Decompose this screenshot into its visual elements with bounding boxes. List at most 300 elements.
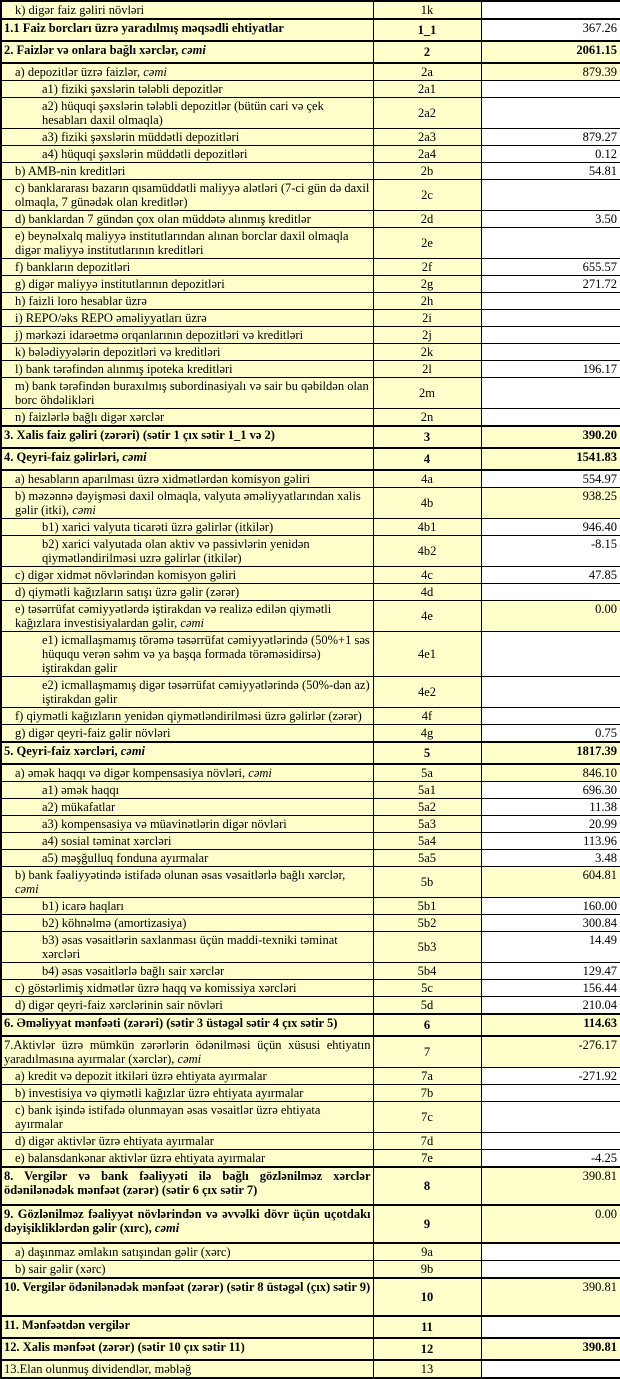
row-value-cell[interactable] xyxy=(481,293,620,310)
row-value-cell[interactable] xyxy=(481,81,620,98)
row-label-text: a4) sosial təminat xərcləri xyxy=(42,834,172,848)
row-label-text: 2. Faizlər və onlara bağlı xərclər, xyxy=(4,43,182,57)
row-label-cell xyxy=(1,764,373,782)
row-code-cell: 2c xyxy=(373,180,481,211)
row-value-cell[interactable] xyxy=(481,677,620,708)
row-code-cell: 2l xyxy=(373,361,481,378)
row-code-cell: 8 xyxy=(373,1167,481,1205)
table-row-2b xyxy=(1,163,620,180)
row-label-cell xyxy=(1,488,373,519)
table-row-6 xyxy=(1,1014,620,1036)
table-row-9b xyxy=(1,1261,620,1279)
row-label-cell xyxy=(1,1150,373,1168)
row-label-cell xyxy=(1,601,373,632)
row-label-text: e) beynəlxalq maliyyə institutlarından alınan borclar daxil olmaqla digər maliyyə institutlarının kreditləri xyxy=(15,229,349,257)
row-label-cell xyxy=(1,708,373,725)
table-row-5a4 xyxy=(1,833,620,850)
row-label-cell xyxy=(1,677,373,708)
row-label-cell xyxy=(1,1243,373,1261)
row-label-suffix: cəmi xyxy=(180,616,205,630)
row-label-cell xyxy=(1,799,373,816)
table-row-9a xyxy=(1,1243,620,1261)
row-code-cell: 4e2 xyxy=(373,677,481,708)
row-label-text: m) bank tərəfindən buraxılmış subordinasiyalı və sair bu qəbildən olan borc öhdəlikləri xyxy=(15,379,369,407)
table-row-7d xyxy=(1,1133,620,1150)
row-value-cell[interactable] xyxy=(481,632,620,677)
row-label-text: 13.Elan olunmuş dividendlər, məbləğ xyxy=(4,1362,192,1376)
table-row-7a xyxy=(1,1068,620,1085)
row-value-cell[interactable]: 0.00 xyxy=(481,601,620,632)
row-label-cell xyxy=(1,898,373,915)
row-code-cell: 2h xyxy=(373,293,481,310)
row-label-text: a3) fiziki şəxslərin müddətli depozitləri xyxy=(42,130,240,144)
row-label-text: a1) fiziki şəxslərin tələbli depozitlər xyxy=(42,82,223,96)
row-label-cell xyxy=(1,567,373,584)
row-value-cell[interactable] xyxy=(481,98,620,129)
row-value-cell[interactable]: 846.10 xyxy=(481,764,620,782)
row-value-cell[interactable]: 879.39 xyxy=(481,63,620,81)
row-label-cell xyxy=(1,867,373,898)
row-code-cell: 3 xyxy=(373,426,481,448)
row-code-cell: 2a2 xyxy=(373,98,481,129)
row-value-cell[interactable]: 14.49 xyxy=(481,932,620,963)
row-code-cell: 9a xyxy=(373,1243,481,1261)
table-row-2a3 xyxy=(1,129,620,146)
row-label-cell xyxy=(1,1205,373,1243)
table-row-2d xyxy=(1,211,620,228)
row-label-cell xyxy=(1,470,373,488)
table-row-4e1 xyxy=(1,632,620,677)
row-code-cell: 2m xyxy=(373,378,481,409)
row-value-cell[interactable]: 0.00 xyxy=(481,1205,620,1243)
table-row-9 xyxy=(1,1205,620,1243)
row-label-cell xyxy=(1,1261,373,1279)
row-code-cell: 5b xyxy=(373,867,481,898)
row-label-cell xyxy=(1,725,373,743)
row-value-cell[interactable] xyxy=(481,344,620,361)
row-label-text: b) bank fəaliyyətində istifadə olunan əsas vəsaitlərlə bağlı xərclər, xyxy=(15,868,346,882)
row-label-cell xyxy=(1,1068,373,1085)
table-row-7 xyxy=(1,1036,620,1068)
table-row-2k xyxy=(1,344,620,361)
row-code-cell: 2b xyxy=(373,163,481,180)
row-code-cell: 7c xyxy=(373,1102,481,1133)
row-value-cell[interactable] xyxy=(481,1316,620,1338)
row-label-cell xyxy=(1,409,373,427)
row-code-cell: 5 xyxy=(373,742,481,764)
row-value-cell[interactable] xyxy=(481,310,620,327)
row-label-text: b2) xarici valyutada olan aktiv və passivlərin yenidən qiymətləndirilməsi uzrə gəlirlər (itkilər) xyxy=(42,537,310,565)
table-row-5a1 xyxy=(1,782,620,799)
row-label-text: h) faizli loro hesablar üzrə xyxy=(15,294,147,308)
row-label-text: 1.1 Faiz borcları üzrə yaradılmış məqsədli ehtiyatlar xyxy=(4,21,284,35)
row-value-cell[interactable]: 390.81 xyxy=(481,1167,620,1205)
row-code-cell: 2i xyxy=(373,310,481,327)
table-row-5b2 xyxy=(1,915,620,932)
row-value-cell[interactable] xyxy=(481,1085,620,1102)
row-label-text: e) balansdankənar aktivlər üzrə ehtiyata ayırmalar xyxy=(15,1151,266,1165)
row-value-cell[interactable]: 0.12 xyxy=(481,146,620,163)
row-code-cell: 2 xyxy=(373,41,481,63)
row-label-cell xyxy=(1,584,373,601)
row-label-text: b) investisiya və qiymətli kağızlar üzrə ehtiyata ayırmalar xyxy=(15,1086,304,1100)
row-label-cell xyxy=(1,259,373,276)
row-value-cell[interactable]: 946.40 xyxy=(481,519,620,536)
row-code-cell: 11 xyxy=(373,1316,481,1338)
row-value-cell[interactable]: 129.47 xyxy=(481,963,620,980)
row-label-cell xyxy=(1,344,373,361)
table-row-8 xyxy=(1,1167,620,1205)
row-label-cell xyxy=(1,146,373,163)
row-label-cell xyxy=(1,632,373,677)
row-label-text: a) hesabların aparılması üzrə xidmətlərdən komisyon gəliri xyxy=(15,472,311,486)
row-label-cell xyxy=(1,932,373,963)
row-label-text: l) bank tərəfindən alınmış ipoteka kreditləri xyxy=(15,362,233,376)
row-label-text: k) bələdiyyələrin depozitləri və kreditləri xyxy=(15,345,221,359)
row-label-suffix: cəmi xyxy=(154,1221,180,1235)
row-value-cell[interactable] xyxy=(481,584,620,601)
row-label-text: b) sair gəlir (xərc) xyxy=(15,1262,106,1276)
row-label-cell xyxy=(1,1014,373,1036)
table-row-4c xyxy=(1,567,620,584)
row-value-cell[interactable]: 0.75 xyxy=(481,725,620,743)
table-row-2a2 xyxy=(1,98,620,129)
row-code-cell: 2a xyxy=(373,63,481,81)
row-label-text: a) əmək haqqı və digər kompensasiya növləri, xyxy=(15,766,249,780)
row-label-cell xyxy=(1,997,373,1015)
row-code-cell: 2d xyxy=(373,211,481,228)
row-label-cell xyxy=(1,1360,373,1378)
row-value-cell[interactable]: 271.72 xyxy=(481,276,620,293)
table-row-7e xyxy=(1,1150,620,1168)
table-row-2a4 xyxy=(1,146,620,163)
table-row-5a2 xyxy=(1,799,620,816)
table-row-4f xyxy=(1,708,620,725)
row-value-cell[interactable]: 1817.39 xyxy=(481,742,620,764)
row-code-cell: 9b xyxy=(373,1261,481,1279)
row-value-cell[interactable] xyxy=(481,1360,620,1378)
row-code-cell: 2j xyxy=(373,327,481,344)
row-label-cell xyxy=(1,1167,373,1205)
row-value-cell[interactable] xyxy=(481,327,620,344)
row-label-cell xyxy=(1,816,373,833)
row-value-cell[interactable]: -276.17 xyxy=(481,1036,620,1068)
table-row-4b1 xyxy=(1,519,620,536)
row-code-cell: 7d xyxy=(373,1133,481,1150)
row-value-cell[interactable] xyxy=(481,409,620,427)
row-label-text: 11. Mənfəətdən vergilər xyxy=(4,1318,130,1332)
row-label-text: 7.Aktivlər üzrə mümkün zərərlərin ödənilməsi üçün xüsusi ehtiyatın yaradılmasına ayırmalar (xərclər), xyxy=(4,1038,371,1066)
table-row-13 xyxy=(1,1360,620,1378)
row-label-cell xyxy=(1,782,373,799)
row-label-text: c) göstərlimiş xidmətlər üzrə haqq və komissiya xərcləri xyxy=(15,981,297,995)
row-code-cell: 7 xyxy=(373,1036,481,1068)
row-code-cell: 13 xyxy=(373,1360,481,1378)
row-label-cell xyxy=(1,915,373,932)
row-label-cell xyxy=(1,519,373,536)
table-row-1k xyxy=(1,1,620,19)
table-row-4e xyxy=(1,601,620,632)
row-code-cell: 4c xyxy=(373,567,481,584)
row-value-cell[interactable] xyxy=(481,180,620,211)
row-code-cell: 4b1 xyxy=(373,519,481,536)
row-label-cell xyxy=(1,180,373,211)
row-code-cell: 5a5 xyxy=(373,850,481,867)
row-code-cell: 6 xyxy=(373,1014,481,1036)
table-row-4b2 xyxy=(1,536,620,567)
row-code-cell: 7b xyxy=(373,1085,481,1102)
table-row-5a xyxy=(1,764,620,782)
row-label-text: a5) məşğulluq fonduna ayırmalar xyxy=(42,851,209,865)
row-label-cell xyxy=(1,63,373,81)
row-value-cell[interactable]: 54.81 xyxy=(481,163,620,180)
row-label-cell xyxy=(1,1316,373,1338)
row-label-text: i) REPO/əks REPO əməliyyatları üzrə xyxy=(15,311,207,325)
row-value-cell[interactable] xyxy=(481,378,620,409)
row-label-text: 3. Xalis faiz gəliri (zərəri) (sətir 1 çıx sətir 1_1 və 2) xyxy=(4,428,275,442)
table-row-5b3 xyxy=(1,932,620,963)
row-label-text: 12. Xalis mənfəət (zərər) (sətir 10 çıx sətir 11) xyxy=(4,1340,245,1354)
row-label-suffix: cəmi xyxy=(72,503,96,517)
table-row-3 xyxy=(1,426,620,448)
row-label-text: b2) köhnəlmə (amortizasiya) xyxy=(42,916,187,930)
row-value-cell[interactable]: 390.20 xyxy=(481,426,620,448)
row-code-cell: 7e xyxy=(373,1150,481,1168)
row-label-text: d) qiymətli kağızların satışı üzrə gəlir (zərər) xyxy=(15,585,240,599)
row-value-cell[interactable] xyxy=(481,1261,620,1279)
row-value-cell[interactable]: 2061.15 xyxy=(481,41,620,63)
row-code-cell: 5a4 xyxy=(373,833,481,850)
row-code-cell: 4b xyxy=(373,488,481,519)
row-label-text: e1) icmallaşmamış törəmə təsərrüfat cəmiyyətlərində (50%+1 səs hüququ verən səhm və ya başqa formada törəməsidirsə) iştirakdan gəlir xyxy=(42,633,370,675)
table-row-2m xyxy=(1,378,620,409)
row-code-cell: 5a3 xyxy=(373,816,481,833)
row-label-text: c) digər xidmət növlərindən komisyon gəliri xyxy=(15,568,237,582)
row-label-text: b1) icarə haqları xyxy=(42,899,124,913)
table-row-12 xyxy=(1,1338,620,1360)
row-label-cell xyxy=(1,293,373,310)
row-label-text: f) qiymətli kağızların yenidən qiymətləndirilməsi üzrə gəlirlər (zərər) xyxy=(15,709,362,723)
row-label-cell xyxy=(1,378,373,409)
row-value-cell[interactable]: 604.81 xyxy=(481,867,620,898)
table-row-2h xyxy=(1,293,620,310)
row-value-cell[interactable]: 114.63 xyxy=(481,1014,620,1036)
table-row-4 xyxy=(1,448,620,470)
row-value-cell[interactable]: 156.44 xyxy=(481,980,620,997)
table-row-11 xyxy=(1,1316,620,1338)
row-value-cell[interactable] xyxy=(481,228,620,259)
row-value-cell[interactable]: 113.96 xyxy=(481,833,620,850)
row-label-text: g) digər maliyyə institutlarının depozitləri xyxy=(15,277,225,291)
row-label-text: c) bank işində istifadə olunmayan əsas vəsaitlər üzrə ehtiyata ayırmalar xyxy=(15,1103,321,1131)
row-label-cell xyxy=(1,327,373,344)
row-code-cell: 1_1 xyxy=(373,19,481,41)
row-label-cell xyxy=(1,850,373,867)
row-label-text: a4) hüquqi şəxslərin müddətli depozitləri xyxy=(42,147,248,161)
row-value-cell[interactable]: 696.30 xyxy=(481,782,620,799)
row-label-cell xyxy=(1,19,373,41)
table-row-5b4 xyxy=(1,963,620,980)
table-row-2 xyxy=(1,41,620,63)
row-label-text: d) digər qeyri-faiz xərclərinin sair növləri xyxy=(15,998,223,1012)
row-label-text: b3) əsas vəsaitlərin saxlanması üçün maddi-texniki təminat xərcləri xyxy=(42,933,338,961)
row-value-cell[interactable]: 879.27 xyxy=(481,129,620,146)
row-label-cell xyxy=(1,1278,373,1316)
table-row-5c xyxy=(1,980,620,997)
row-label-suffix: cəmi xyxy=(143,65,167,79)
row-value-cell[interactable] xyxy=(481,1,620,19)
table-row-2c xyxy=(1,180,620,211)
row-code-cell: 1k xyxy=(373,1,481,19)
row-label-text: f) bankların depozitləri xyxy=(15,260,131,274)
row-label-text: 5. Qeyri-faiz xərcləri, xyxy=(4,744,121,758)
row-code-cell: 5a xyxy=(373,764,481,782)
row-label-text: 10. Vergilər ödənilənədək mənfəət (zərər) (sətir 8 üstəgəl (çıx) sətir 9) xyxy=(4,1280,371,1294)
table-row-10 xyxy=(1,1278,620,1316)
row-label-cell xyxy=(1,963,373,980)
row-value-cell[interactable]: -4.25 xyxy=(481,1150,620,1168)
row-label-suffix: cəmi xyxy=(15,882,39,896)
row-label-suffix: cəmi xyxy=(248,766,272,780)
row-value-cell[interactable]: 1541.83 xyxy=(481,448,620,470)
row-label-cell xyxy=(1,833,373,850)
table-row-4g xyxy=(1,725,620,743)
row-label-cell xyxy=(1,1,373,19)
row-value-cell[interactable] xyxy=(481,1102,620,1133)
row-label-text: a) depozitlər üzrə faizlər, xyxy=(15,65,144,79)
table-row-2a1 xyxy=(1,81,620,98)
row-label-text: d) banklardan 7 gündən çox olan müddətə alınmış kreditlər xyxy=(15,212,311,226)
row-label-cell xyxy=(1,980,373,997)
row-value-cell[interactable]: 300.84 xyxy=(481,915,620,932)
row-code-cell: 5b1 xyxy=(373,898,481,915)
row-label-cell xyxy=(1,1102,373,1133)
row-code-cell: 2k xyxy=(373,344,481,361)
row-code-cell: 2g xyxy=(373,276,481,293)
row-value-cell[interactable]: 3.50 xyxy=(481,211,620,228)
row-label-text: k) digər faiz gəliri növləri xyxy=(15,3,145,17)
row-label-text: e2) icmallaşmamış digər təsərrüfat cəmiyyətlərində (50%-dən az) iştirakdan gəlir xyxy=(42,678,370,706)
row-code-cell: 2n xyxy=(373,409,481,427)
row-label-text: 6. Əməliyyat mənfəəti (zərəri) (sətir 3 üstəgəl sətir 4 çıx sətir 5) xyxy=(4,1016,338,1030)
row-code-cell: 5b3 xyxy=(373,932,481,963)
row-label-cell xyxy=(1,228,373,259)
table-row-2f xyxy=(1,259,620,276)
row-value-cell[interactable]: 655.57 xyxy=(481,259,620,276)
row-label-cell xyxy=(1,742,373,764)
row-label-text: 8. Vergilər və bank fəaliyyəti ilə bağlı gözlənilməz xərclər ödənilənədək mənfəət (zərər) (sətir 6 çıx sətir 7) xyxy=(4,1169,371,1197)
row-value-cell[interactable]: 11.38 xyxy=(481,799,620,816)
row-label-cell xyxy=(1,163,373,180)
row-label-suffix: cəmi xyxy=(177,1052,202,1066)
row-value-cell[interactable]: 47.85 xyxy=(481,567,620,584)
row-label-cell xyxy=(1,1133,373,1150)
row-value-cell[interactable]: 160.00 xyxy=(481,898,620,915)
row-code-cell: 4d xyxy=(373,584,481,601)
row-code-cell: 5d xyxy=(373,997,481,1015)
row-value-cell[interactable] xyxy=(481,1243,620,1261)
table-row-5a3 xyxy=(1,816,620,833)
row-code-cell: 2a4 xyxy=(373,146,481,163)
table-row-4d xyxy=(1,584,620,601)
row-value-cell[interactable]: 20.99 xyxy=(481,816,620,833)
row-label-text: a3) kompensasiya və müavinətlərin digər növləri xyxy=(42,817,287,831)
row-value-cell[interactable]: 3.48 xyxy=(481,850,620,867)
row-label-suffix: cəmi xyxy=(120,744,146,758)
row-label-text: b) məzənnə dəyişməsi daxil olmaqla, valyuta əməliyyatlarından xalis gəlir (itki), xyxy=(15,489,361,517)
row-label-cell xyxy=(1,1338,373,1360)
row-value-cell[interactable]: -271.92 xyxy=(481,1068,620,1085)
row-code-cell: 4 xyxy=(373,448,481,470)
table-row-2j xyxy=(1,327,620,344)
row-code-cell: 5b2 xyxy=(373,915,481,932)
row-label-text: e) təsərrüfat cəmiyyətlərdə iştirakdan və realizə edilən qiymətli kağızlara investisiyalardan gəlir, xyxy=(15,602,332,630)
row-label-cell xyxy=(1,426,373,448)
row-code-cell: 4e xyxy=(373,601,481,632)
table-row-5a5 xyxy=(1,850,620,867)
row-label-text: a) kredit və depozit itkiləri üzrə ehtiyata ayırmalar xyxy=(15,1069,267,1083)
row-label-text: b) AMB-nin kreditləri xyxy=(15,164,126,178)
row-label-cell xyxy=(1,310,373,327)
row-value-cell[interactable] xyxy=(481,1133,620,1150)
row-label-text: 9. Gözlənilməz fəaliyyət növlərindən və əvvəlki dövr üçün uçotdakı dəyişikliklərdən gəlir (xırc), xyxy=(4,1207,371,1235)
row-label-cell xyxy=(1,276,373,293)
table-row-5d xyxy=(1,997,620,1015)
table-row-2l xyxy=(1,361,620,378)
row-value-cell[interactable] xyxy=(481,708,620,725)
table-row-2e xyxy=(1,228,620,259)
row-value-cell[interactable]: 196.17 xyxy=(481,361,620,378)
row-label-text: a) daşınmaz əmlakın satışından gəlir (xərc) xyxy=(15,1245,231,1259)
row-code-cell: 5a2 xyxy=(373,799,481,816)
table-row-2n xyxy=(1,409,620,427)
row-value-cell[interactable]: 390.81 xyxy=(481,1338,620,1360)
row-code-cell: 5b4 xyxy=(373,963,481,980)
row-label-cell xyxy=(1,81,373,98)
row-label-text: a2) hüquqi şəxslərin tələbli depozitlər (bütün cari və çek hesabları daxil olmaqla) xyxy=(42,99,324,127)
row-label-suffix: cəmi xyxy=(181,43,206,57)
row-code-cell: 5c xyxy=(373,980,481,997)
row-code-cell: 2e xyxy=(373,228,481,259)
row-label-cell xyxy=(1,1036,373,1068)
row-label-cell xyxy=(1,536,373,567)
income-rows xyxy=(1,1,620,1378)
row-value-cell[interactable]: 390.81 xyxy=(481,1278,620,1316)
row-code-cell: 12 xyxy=(373,1338,481,1360)
table-row-7b xyxy=(1,1085,620,1102)
table-row-2a xyxy=(1,63,620,81)
row-value-cell[interactable]: 367.26 xyxy=(481,19,620,41)
row-label-text: j) mərkəzi idarəetmə orqanlarının depozitləri və kreditləri xyxy=(15,328,304,342)
row-code-cell: 4a xyxy=(373,470,481,488)
row-value-cell[interactable]: -8.15 xyxy=(481,536,620,567)
row-value-cell[interactable]: 554.97 xyxy=(481,470,620,488)
row-label-cell xyxy=(1,41,373,63)
row-label-text: 4. Qeyri-faiz gəlirləri, xyxy=(4,450,123,464)
table-row-2i xyxy=(1,310,620,327)
row-label-cell xyxy=(1,361,373,378)
row-value-cell[interactable]: 938.25 xyxy=(481,488,620,519)
table-row-2g xyxy=(1,276,620,293)
row-code-cell: 2a1 xyxy=(373,81,481,98)
row-label-cell xyxy=(1,448,373,470)
row-code-cell: 4e1 xyxy=(373,632,481,677)
row-value-cell[interactable]: 210.04 xyxy=(481,997,620,1015)
row-label-cell xyxy=(1,211,373,228)
row-label-text: b1) xarici valyuta ticarəti üzrə gəlirlər (itkilər) xyxy=(42,520,274,534)
row-label-text: g) digər qeyri-faiz gəlir növləri xyxy=(15,726,171,740)
row-label-text: d) digər aktivlər üzrə ehtiyata ayırmalar xyxy=(15,1134,214,1148)
